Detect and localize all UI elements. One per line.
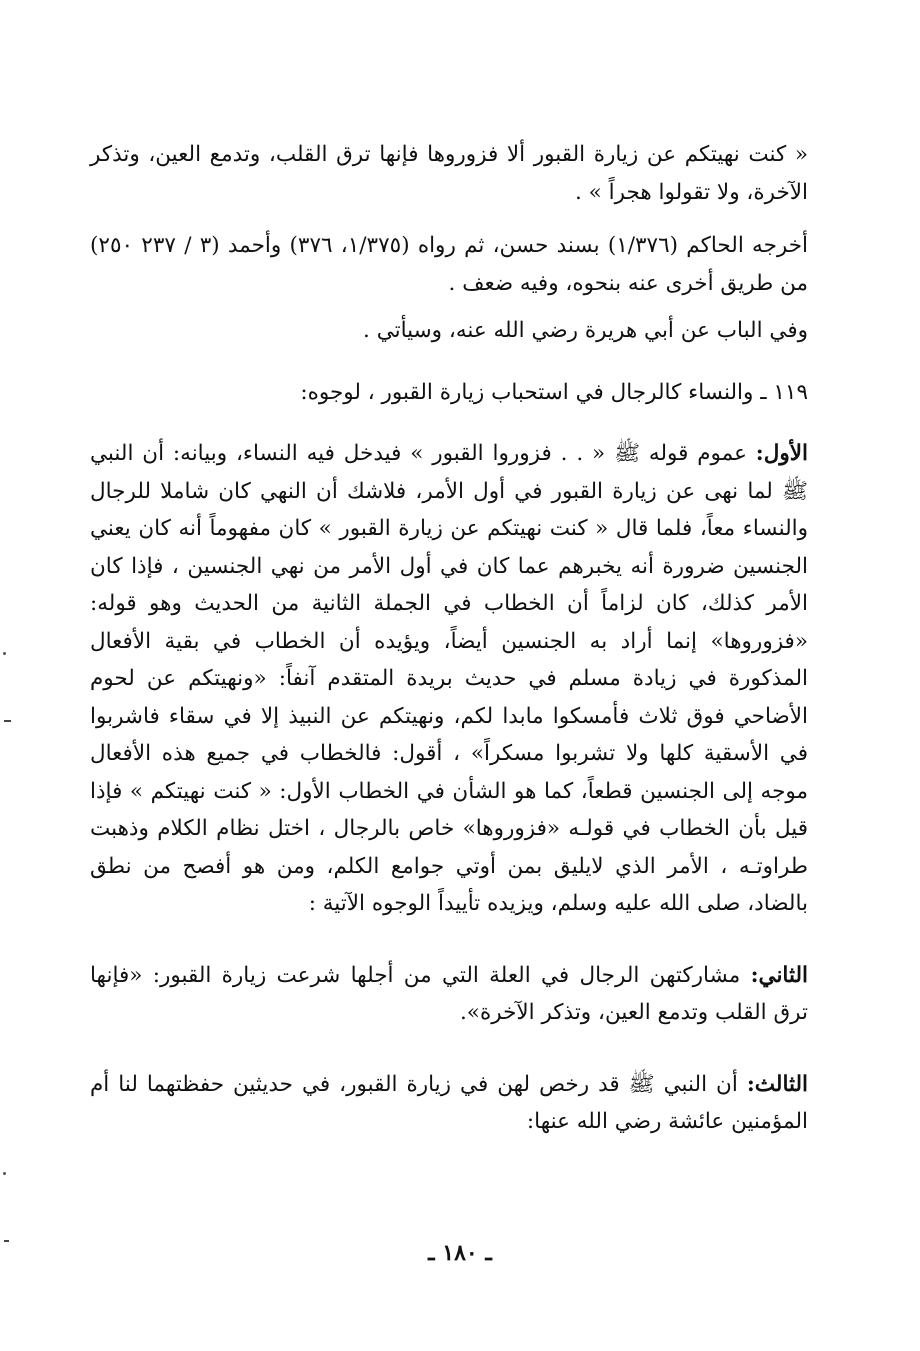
section-heading: ١١٩ ـ والنساء كالرجال في استحباب زيارة القبور ، لوجوه: <box>300 379 808 405</box>
first-reason-heading: الأول: <box>755 441 808 466</box>
first-reason-paragraph <box>90 435 808 923</box>
third-reason-text: أن النبي ﷺ قد رخص لهن في زيارة القبور، في حديثين حفظتهما لنا أم المؤمنين عائشة رضي الله عنها: <box>90 1071 808 1134</box>
hadith-quote: « كنت نهيتكم عن زيارة القبور ألا فزوروها فإنها ترق القلب، وتدمع العين، وتذكر الآخرة، ولا تقولوا هجراً » . <box>90 142 808 205</box>
third-reason-heading: الثالث: <box>746 1071 809 1097</box>
second-reason-heading: الثاني: <box>750 962 808 988</box>
scan-mark <box>4 720 11 722</box>
scan-dot <box>3 652 6 655</box>
bab-paragraph: وفي الباب عن أبي هريرة رضي الله عنه، وسيأتي . <box>363 318 808 343</box>
first-reason-text: عموم قوله ﷺ « . . فزوروا القبور » فيدخل فيه النساء، وبيانه: أن النبي ﷺ لما نهى عن زيارة القبور في أول الأمر، فلاشك أن النهي كان شاملا للرجال والنساء معاً، فلما قال « كنت نهيتكم عن زيارة القبور » كان مفهوماً أنه كان يعني الجنسين ضرورة أنه يخبرهم عما كان في أول الأمر من نهي الجنسين ، فإذا كان الأمر كذلك، كان لزاماً أن الخطاب في الجملة الثانية من الحديث وهو قوله: «فزوروها» إنما أراد به الجنسين أيضاً، ويؤيده أن الخطاب في بقية الأفعال المذكورة في زيادة مسلم في حديث بريدة المتقدم آنفاً: «ونهيتكم عن لحوم الأضاحي فوق ثلاث فأمسكوا مابدا لكم، ونهيتكم عن النبيذ إلا في سقاء فاشربوا في الأسقية كلها ولا تشربوا مسكراً» ، أقول: فالخطاب في جميع هذه الأفعال موجه إلى الجنسين قطعاً، كما هو الشأن في الخطاب الأول: « كنت نهيتكم » فإذا قيل بأن الخطاب في قولـه «فزوروها» خاص بالرجال ، اختل نظام الكلام وذهبت طراوتـه ، الأمر الذي لايليق بمن أوتي جوامع الكلم، ومن هو أفصح من نطق بالضاد، صلى الله عليه وسلم، ويزيده تأييداً الوجوه الآتية : <box>90 441 808 916</box>
scan-edge-marks <box>0 0 12 1351</box>
page-body <box>90 136 808 1141</box>
second-reason-text: مشاركتهن الرجال في العلة التي من أجلها شرعت زيارة القبور: «فإنها ترق القلب وتدمع العين، وتذكر الآخرة». <box>90 962 808 1025</box>
scan-dot <box>3 1172 6 1175</box>
third-reason-paragraph <box>90 1066 808 1141</box>
takhrij-paragraph: أخرجه الحاكم (١/٣٧٦) بسند حسن، ثم رواه (١/٣٧٥، ٣٧٦) وأحمد (٣ / ٢٣٧ ٢٥٠) من طريق أخرى عنه بنحوه، وفيه ضعف . <box>90 233 808 296</box>
page-number: ـ ١٨٠ ـ <box>428 1240 492 1266</box>
second-reason-paragraph <box>90 957 808 1032</box>
